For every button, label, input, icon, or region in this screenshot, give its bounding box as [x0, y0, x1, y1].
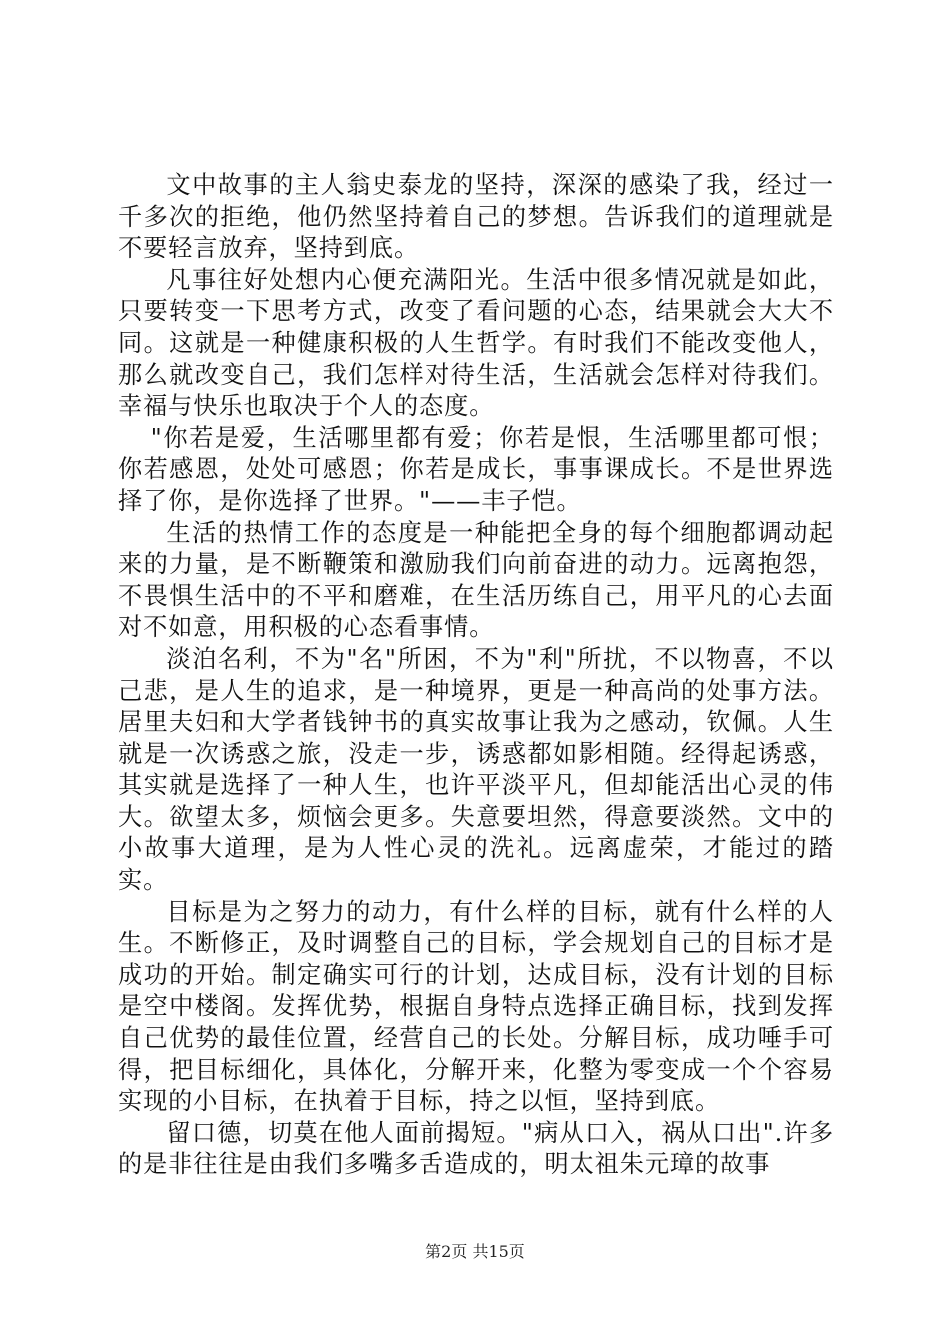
paragraph-fame-and-fortune: 淡泊名利，不为"名"所困，不为"利"所扰，不以物喜，不以己悲，是人生的追求，是一种境界，更是一种高尚的处事方法。居里夫妇和大学者钱钟书的真实故事让我为之感动，钦佩。人生就是一次诱惑之旅，没走一步，诱惑都如影相随。经得起诱惑，其实就是选择了一种人生，也许平淡平凡，但却能活出心灵的伟大。欲望太多，烦恼会更多。失意要坦然，得意要淡然。文中的小故事大道理，是为人性心灵的洗礼。远离虚荣，才能过的踏实。 — [118, 644, 834, 895]
paragraph-speech: 留口德，切莫在他人面前揭短。"病从口入，祸从口出".许多的是非往往是由我们多嘴多舌造成的，明太祖朱元璋的故事 — [118, 1118, 834, 1179]
page-number-footer: 第2页 共15页 — [425, 1242, 525, 1261]
body-text — [118, 170, 834, 1181]
paragraph-positive-thinking: 凡事往好处想内心便充满阳光。生活中很多情况就是如此，只要转变一下思考方式，改变了看问题的心态，结果就会大大不同。这就是一种健康积极的人生哲学。有时我们不能改变他人，那么就改变自己，我们怎样对待生活，生活就会怎样对待我们。幸福与快乐也取决于个人的态度。 — [118, 265, 834, 421]
paragraph-quote: "你若是爱，生活哪里都有爱；你若是恨，生活哪里都可恨；你若感恩，处处可感恩；你若是成长，事事课成长。不是世界选择了你，是你选择了世界。"——丰子恺。 — [118, 423, 834, 515]
paragraph-goals: 目标是为之努力的动力，有什么样的目标，就有什么样的人生。不断修正，及时调整自己的目标，学会规划自己的目标才是成功的开始。制定确实可行的计划，达成目标，没有计划的目标是空中楼阁。发挥优势，根据自身特点选择正确目标，找到发挥自己优势的最佳位置，经营自己的长处。分解目标，成功唾手可得，把目标细化，具体化，分解开来，化整为零变成一个个容易实现的小目标，在执着于目标，持之以恒，坚持到底。 — [118, 897, 834, 1116]
paragraph-enthusiasm: 生活的热情工作的态度是一种能把全身的每个细胞都调动起来的力量，是不断鞭策和激励我们向前奋进的动力。远离抱怨，不畏惧生活中的不平和磨难，在生活历练自己，用平凡的心去面对不如意，用积极的心态看事情。 — [118, 518, 834, 642]
paragraph-perseverance: 文中故事的主人翁史泰龙的坚持，深深的感染了我，经过一千多次的拒绝，他仍然坚持着自己的梦想。告诉我们的道理就是不要轻言放弃，坚持到底。 — [118, 171, 834, 263]
